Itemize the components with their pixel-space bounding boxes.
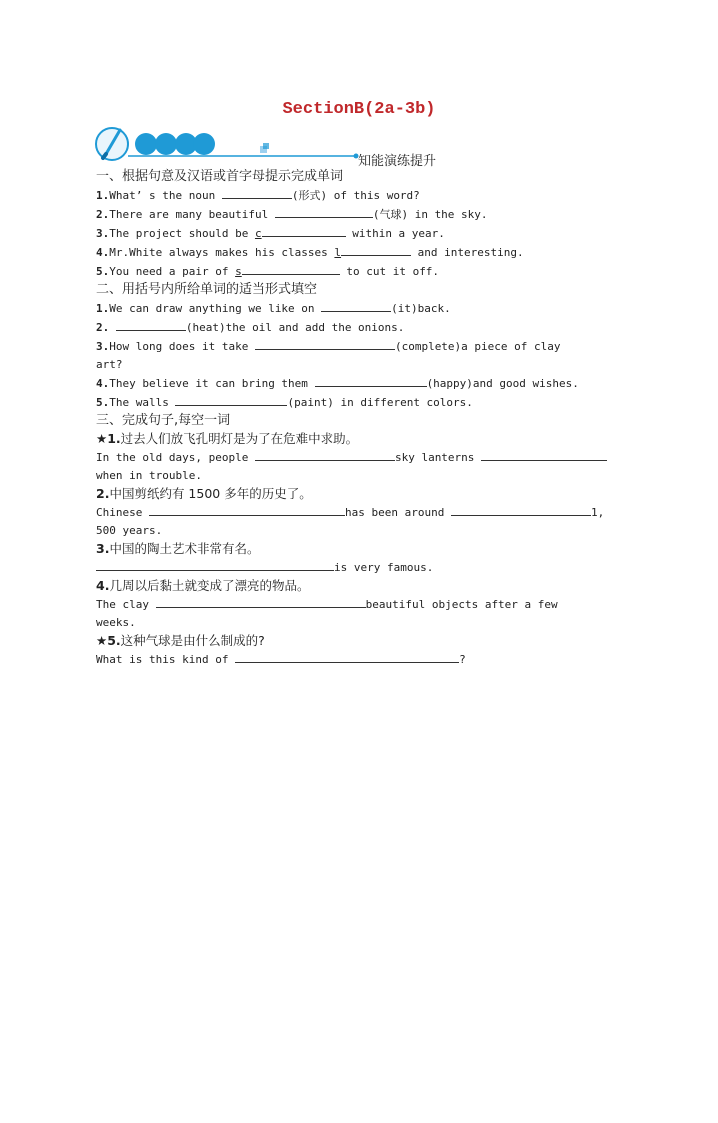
worksheet [96, 168, 626, 669]
exercise-item: 5.You need a pair of s to cut it off. [96, 262, 626, 281]
exercise-item: The clay beautiful objects after a few [96, 595, 626, 614]
answer-blank[interactable] [149, 503, 345, 516]
exercise-item: 3.How long does it take (complete)a piece of clay [96, 337, 626, 356]
answer-blank[interactable] [315, 374, 427, 387]
answer-blank[interactable] [175, 393, 287, 406]
answer-blank[interactable] [222, 186, 292, 199]
answer-blank[interactable] [156, 595, 366, 608]
answer-blank[interactable] [481, 448, 607, 461]
exercise-prompt: 4.几周以后黏土就变成了漂亮的物品。 [96, 578, 310, 593]
answer-blank[interactable] [255, 448, 395, 461]
exercise-item: 1.We can draw anything we like on (it)back. [96, 299, 626, 318]
answer-blank[interactable] [235, 650, 459, 663]
exercise-item: 2.There are many beautiful (气球) in the sky. [96, 205, 626, 224]
exercise-item-continued: when in trouble. [96, 469, 202, 482]
answer-blank[interactable] [321, 299, 391, 312]
exercise-prompt: 2.中国剪纸约有 1500 多年的历史了。 [96, 486, 312, 501]
page-title: SectionB(2a-3b) [282, 100, 436, 119]
answer-blank[interactable] [451, 503, 591, 516]
exercise-prompt: 3.中国的陶土艺术非常有名。 [96, 541, 260, 556]
exercise-item: 2. (heat)the oil and add the onions. [96, 318, 626, 337]
exercise-item: 4.Mr.White always makes his classes l and interesting. [96, 243, 626, 262]
exercise-prompt: ★5.这种气球是由什么制成的? [96, 633, 265, 648]
section-heading: 一、根据句意及汉语或首字母提示完成单词 [96, 169, 344, 184]
answer-blank[interactable] [242, 262, 340, 275]
answer-blank[interactable] [116, 318, 186, 331]
exercise-item-continued: 500 years. [96, 524, 163, 537]
banner-dot [155, 133, 177, 155]
answer-blank[interactable] [341, 243, 411, 256]
answer-blank[interactable] [255, 337, 395, 350]
answer-blank[interactable] [275, 205, 373, 218]
exercise-item: 5.The walls (paint) in different colors. [96, 393, 626, 412]
answer-blank[interactable] [262, 224, 346, 237]
exercise-item-continued: art? [96, 358, 123, 371]
section-heading: 三、完成句子,每空一词 [96, 413, 231, 428]
exercise-item-continued: weeks. [96, 616, 136, 629]
banner-dot [135, 133, 157, 155]
section-heading: 二、用括号内所给单词的适当形式填空 [96, 282, 318, 297]
star-icon: ★ [96, 431, 108, 446]
exercise-item: Chinese has been around 1, [96, 503, 626, 522]
exercise-item: What is this kind of ? [96, 650, 626, 669]
star-icon: ★ [96, 633, 108, 648]
exercise-item: In the old days, people sky lanterns [96, 448, 626, 467]
exercise-item: 3.The project should be c within a year. [96, 224, 626, 243]
exercise-item: 4.They believe it can bring them (happy)and good wishes. [96, 374, 626, 393]
answer-blank[interactable] [96, 558, 334, 571]
banner-label: 知能演练提升 [358, 154, 437, 169]
exercise-prompt: ★1.过去人们放飞孔明灯是为了在危难中求助。 [96, 431, 359, 446]
banner-dot [193, 133, 215, 155]
exercise-item: is very famous. [96, 558, 626, 577]
exercise-item: 1.What’ s the noun (形式) of this word? [96, 186, 626, 205]
